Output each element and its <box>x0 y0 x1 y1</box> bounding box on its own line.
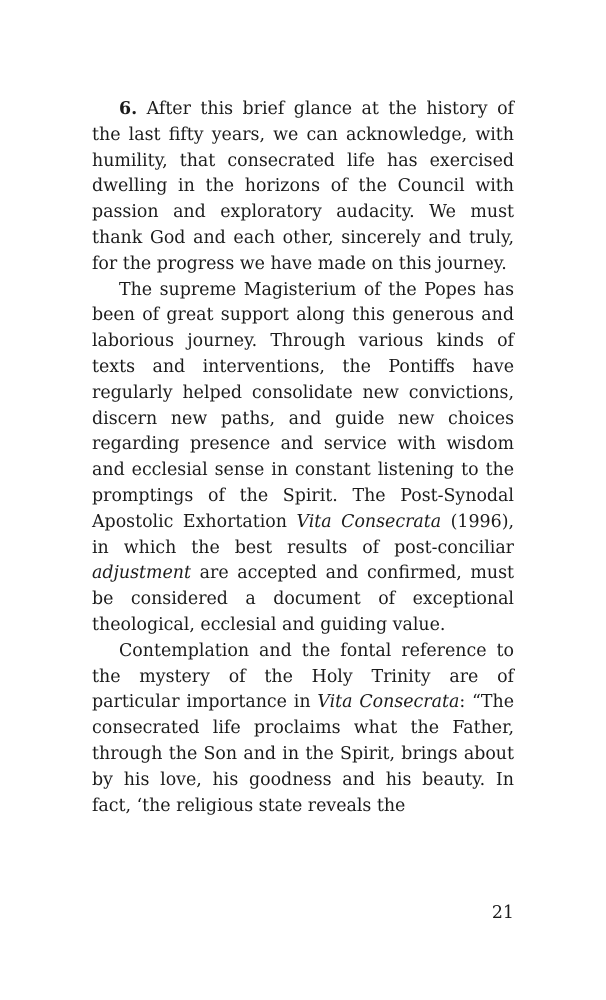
italic-title: Vita Consecrata <box>296 511 442 532</box>
page-number: 21 <box>491 903 514 923</box>
paragraph-3 <box>92 639 514 820</box>
section-number: 6. <box>119 99 138 119</box>
paragraph-1-text: After this brief glance at the history of the last fifty years, we can acknowledge, with humility, that consecrated life has exercised dwelling in the horizons of the Council with passion and exploratory audacity. We must thank God and each other, sincerely and truly, for the progress we have made on this journey. <box>92 99 514 274</box>
paragraph-1 <box>92 97 514 278</box>
paragraph-2-text: are accepted and confirmed, must be considered a document of exceptional theological, ecclesial and guiding value. <box>92 563 514 635</box>
paragraph-2-text: (1996), in which the best results of post-conciliar <box>92 511 515 558</box>
paragraph-2-text: The supreme Magisterium of the Popes has been of great support along this generous and laborious journey. Through various kinds of texts and interventions, the Pontiffs have regularly helped consolidate new convictions, discern new paths, and guide new choices regarding presence and service with wisdom and ecclesial sense in constant listening to the promptings of the Spirit. The Post-Synodal Apostolic Exhortation <box>92 279 514 532</box>
paragraph-2 <box>92 278 514 639</box>
italic-title: Vita Consecrata <box>317 692 460 713</box>
page-body <box>92 97 514 819</box>
paragraph-3-text: : “The consecrated life proclaims what the Father, through the Son and in the Spirit, brings about by his love, his goodness and his beauty. In fact, ‘the religious state reveals the <box>92 692 515 816</box>
italic-term: adjustment <box>92 563 191 584</box>
paragraph-3-text: Contemplation and the fontal reference to the mystery of the Holy Trinity are of particular importance in <box>92 640 514 713</box>
